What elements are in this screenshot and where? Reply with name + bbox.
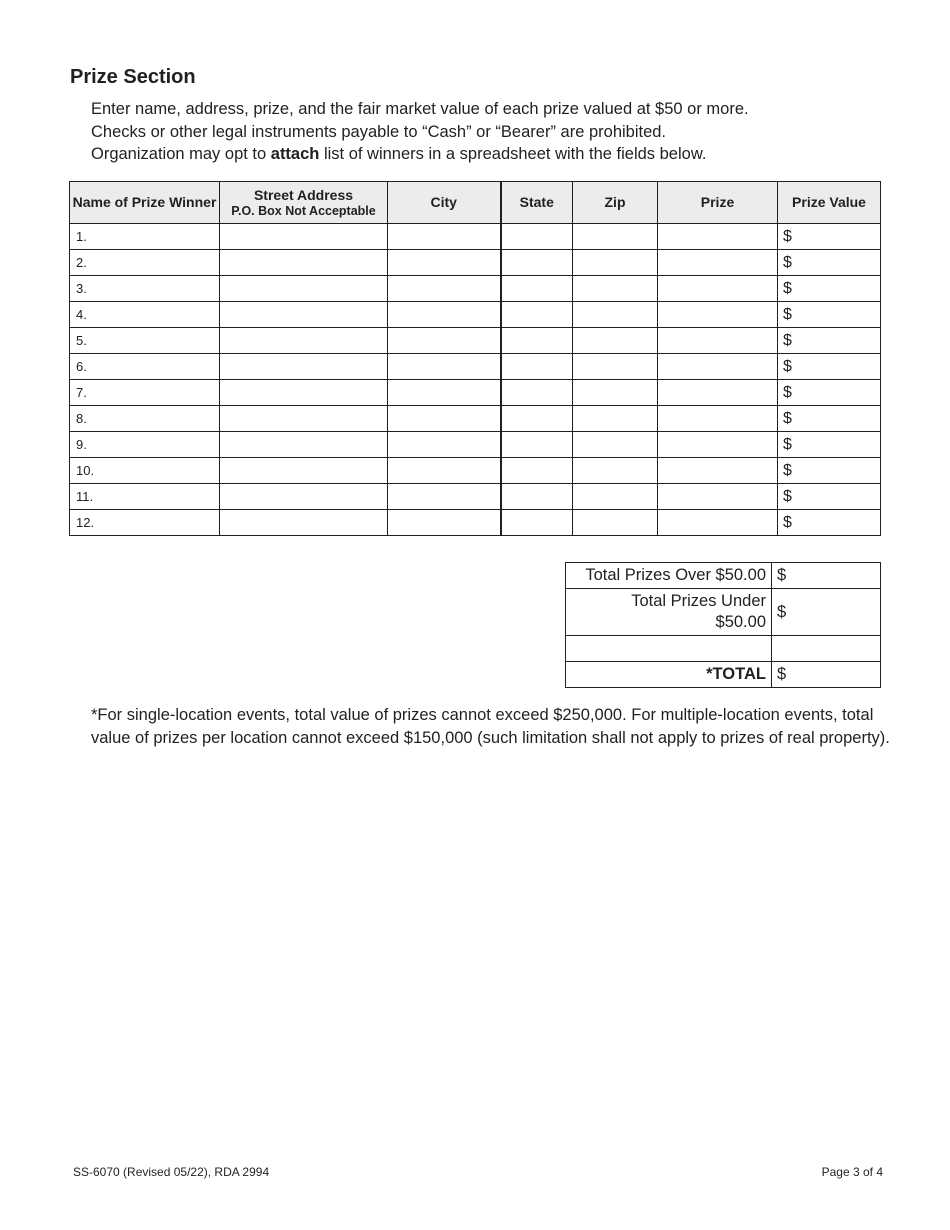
- instruction-line-3-post: list of winners in a spreadsheet with the fields below.: [319, 145, 707, 163]
- street-address-cell[interactable]: [220, 328, 388, 354]
- row-number-name-cell[interactable]: 5.: [70, 328, 220, 354]
- prize-value-cell[interactable]: $: [778, 458, 881, 484]
- prize-cell[interactable]: [658, 302, 778, 328]
- street-address-cell[interactable]: [220, 432, 388, 458]
- prize-cell[interactable]: [658, 510, 778, 536]
- state-cell[interactable]: [501, 406, 573, 432]
- city-cell[interactable]: [388, 484, 501, 510]
- zip-cell[interactable]: [573, 302, 658, 328]
- total-under-field[interactable]: $: [772, 589, 881, 636]
- zip-cell[interactable]: [573, 354, 658, 380]
- total-under-label: [566, 589, 772, 636]
- totals-row-blank: [566, 636, 881, 662]
- prize-cell[interactable]: [658, 432, 778, 458]
- street-address-cell[interactable]: [220, 484, 388, 510]
- row-number-name-cell[interactable]: 3.: [70, 276, 220, 302]
- table-row: [70, 484, 881, 510]
- state-cell[interactable]: [501, 484, 573, 510]
- grand-total-field[interactable]: $: [772, 662, 881, 688]
- row-number-name-cell[interactable]: 12.: [70, 510, 220, 536]
- street-address-cell[interactable]: [220, 250, 388, 276]
- prize-cell[interactable]: [658, 484, 778, 510]
- header-street-sub: P.O. Box Not Acceptable: [231, 203, 376, 218]
- city-cell[interactable]: [388, 406, 501, 432]
- total-blank-field[interactable]: [772, 636, 881, 662]
- state-cell[interactable]: [501, 302, 573, 328]
- total-under-label-line-2: $50.00: [715, 613, 766, 631]
- prize-cell[interactable]: [658, 276, 778, 302]
- prize-value-cell[interactable]: $: [778, 510, 881, 536]
- prize-cell[interactable]: [658, 380, 778, 406]
- total-over-label: Total Prizes Over $50.00: [566, 563, 772, 589]
- prize-winners-table: [69, 181, 881, 536]
- zip-cell[interactable]: [573, 458, 658, 484]
- city-cell[interactable]: [388, 380, 501, 406]
- city-cell[interactable]: [388, 276, 501, 302]
- instruction-line-3-pre: Organization may opt to: [91, 145, 271, 163]
- city-cell[interactable]: [388, 510, 501, 536]
- row-number-name-cell[interactable]: 4.: [70, 302, 220, 328]
- prize-rows: [70, 224, 881, 536]
- total-over-field[interactable]: $: [772, 563, 881, 589]
- state-cell[interactable]: [501, 380, 573, 406]
- row-number-name-cell[interactable]: 1.: [70, 224, 220, 250]
- header-city: City: [388, 182, 501, 224]
- prize-limit-footnote: *For single-location events, total value of prizes cannot exceed $250,000. For multiple-location events, total value of prizes per location cannot exceed $150,000 (such limitation shall not apply to prizes of real property).: [91, 706, 890, 747]
- table-row: [70, 302, 881, 328]
- street-address-cell[interactable]: [220, 354, 388, 380]
- page-number: Page 3 of 4: [821, 1165, 883, 1179]
- zip-cell[interactable]: [573, 406, 658, 432]
- prize-value-cell[interactable]: $: [778, 250, 881, 276]
- header-prize-value: Prize Value: [778, 182, 881, 224]
- city-cell[interactable]: [388, 302, 501, 328]
- street-address-cell[interactable]: [220, 380, 388, 406]
- section-title: Prize Section: [70, 66, 196, 88]
- table-row: [70, 510, 881, 536]
- row-number-name-cell[interactable]: 2.: [70, 250, 220, 276]
- total-under-label-line-1: Total Prizes Under: [631, 592, 766, 610]
- city-cell[interactable]: [388, 432, 501, 458]
- state-cell[interactable]: [501, 432, 573, 458]
- header-prize: Prize: [658, 182, 778, 224]
- totals-row-total: [566, 662, 881, 688]
- instruction-line-2: Checks or other legal instruments payable to “Cash” or “Bearer” are prohibited.: [91, 122, 667, 141]
- form-number: SS-6070 (Revised 05/22), RDA 2994: [73, 1165, 270, 1179]
- instruction-line-3: [91, 143, 891, 166]
- zip-cell[interactable]: [573, 484, 658, 510]
- city-cell[interactable]: [388, 458, 501, 484]
- prize-value-cell[interactable]: $: [778, 328, 881, 354]
- zip-cell[interactable]: [573, 328, 658, 354]
- row-number-name-cell[interactable]: 6.: [70, 354, 220, 380]
- prize-cell[interactable]: [658, 458, 778, 484]
- zip-cell[interactable]: [573, 380, 658, 406]
- state-cell[interactable]: [501, 250, 573, 276]
- street-address-cell[interactable]: [220, 276, 388, 302]
- table-row: [70, 328, 881, 354]
- instruction-line-1: Enter name, address, prize, and the fair market value of each prize valued at $50 or more.: [91, 100, 749, 118]
- prize-cell[interactable]: [658, 406, 778, 432]
- prize-value-cell[interactable]: $: [778, 302, 881, 328]
- prize-value-cell[interactable]: $: [778, 484, 881, 510]
- zip-cell[interactable]: [573, 432, 658, 458]
- table-row: [70, 458, 881, 484]
- prize-value-cell[interactable]: $: [778, 224, 881, 250]
- prize-value-cell[interactable]: $: [778, 406, 881, 432]
- zip-cell[interactable]: [573, 250, 658, 276]
- state-cell[interactable]: [501, 328, 573, 354]
- totals-row-over: [566, 563, 881, 589]
- state-cell[interactable]: [501, 224, 573, 250]
- grand-total-label: *TOTAL: [566, 662, 772, 688]
- state-cell[interactable]: [501, 354, 573, 380]
- prize-cell[interactable]: [658, 224, 778, 250]
- header-street-address: [220, 182, 388, 224]
- header-street-label: Street Address: [253, 186, 354, 203]
- instruction-attach-bold: attach: [270, 145, 320, 163]
- city-cell[interactable]: [388, 250, 501, 276]
- street-address-cell[interactable]: [220, 224, 388, 250]
- city-cell[interactable]: [388, 224, 501, 250]
- table-row: [70, 250, 881, 276]
- row-number-name-cell[interactable]: 10.: [70, 458, 220, 484]
- state-cell[interactable]: [501, 276, 573, 302]
- table-row: [70, 406, 881, 432]
- city-cell[interactable]: [388, 328, 501, 354]
- street-address-cell[interactable]: [220, 510, 388, 536]
- zip-cell[interactable]: [573, 224, 658, 250]
- prize-value-cell[interactable]: $: [778, 380, 881, 406]
- zip-cell[interactable]: [573, 510, 658, 536]
- city-cell[interactable]: [388, 354, 501, 380]
- prize-value-cell[interactable]: $: [778, 276, 881, 302]
- prize-cell[interactable]: [658, 354, 778, 380]
- street-address-cell[interactable]: [220, 406, 388, 432]
- row-number-name-cell[interactable]: 11.: [70, 484, 220, 510]
- street-address-cell[interactable]: [220, 458, 388, 484]
- row-number-name-cell[interactable]: 9.: [70, 432, 220, 458]
- prize-value-cell[interactable]: $: [778, 354, 881, 380]
- prize-cell[interactable]: [658, 328, 778, 354]
- table-header-row: [70, 182, 881, 224]
- table-row: [70, 224, 881, 250]
- header-state: State: [501, 182, 573, 224]
- header-zip: Zip: [573, 182, 658, 224]
- street-address-cell[interactable]: [220, 302, 388, 328]
- table-row: [70, 432, 881, 458]
- zip-cell[interactable]: [573, 276, 658, 302]
- table-row: [70, 380, 881, 406]
- total-blank-label[interactable]: [566, 636, 772, 662]
- row-number-name-cell[interactable]: 8.: [70, 406, 220, 432]
- prize-value-cell[interactable]: $: [778, 432, 881, 458]
- state-cell[interactable]: [501, 510, 573, 536]
- totals-row-under: [566, 589, 881, 636]
- totals-table: [565, 562, 881, 688]
- table-row: [70, 354, 881, 380]
- row-number-name-cell[interactable]: 7.: [70, 380, 220, 406]
- table-row: [70, 276, 881, 302]
- prize-cell[interactable]: [658, 250, 778, 276]
- state-cell[interactable]: [501, 458, 573, 484]
- instructions: [91, 98, 891, 166]
- header-name: Name of Prize Winner: [70, 182, 220, 224]
